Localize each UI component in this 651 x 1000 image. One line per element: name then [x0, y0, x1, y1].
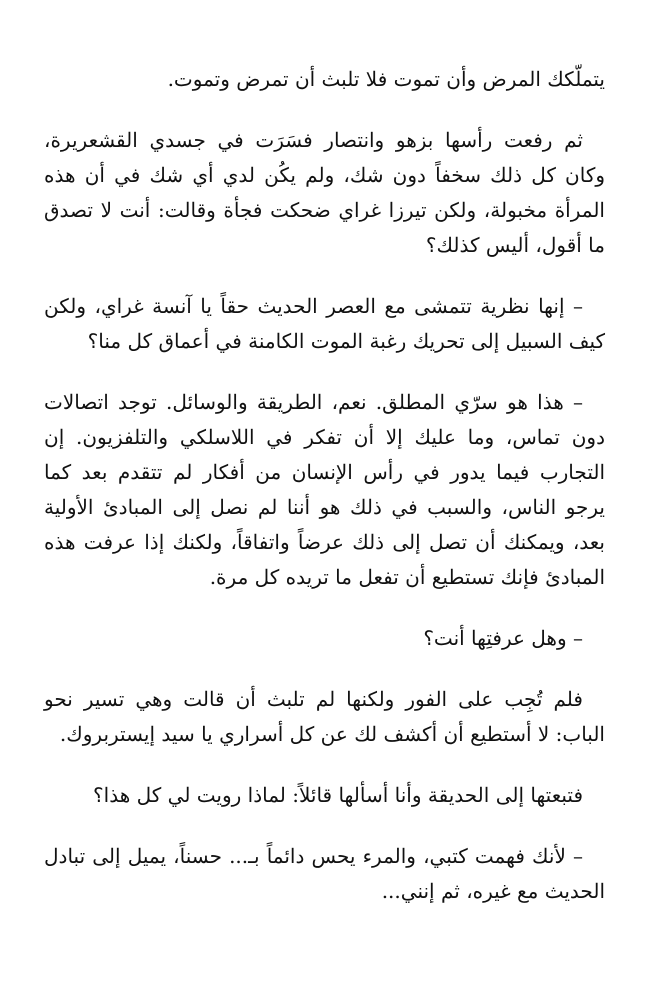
- paragraph-2: ثم رفعت رأسها بزهو وانتصار فسَرَت في جسدي القشعريرة، وكان كل ذلك سخفاً دون شك، ولم يكُن لدي أي شك في أن هذه المرأة مخبولة، ولكن تيرزا غراي ضحكت فجأة وقالت: أنت لا تصدق ما أقول، أليس كذلك؟: [44, 128, 605, 257]
- paragraph-4: – هذا هو سرّي المطلق. نعم، الطريقة والوسائل. توجد اتصالات دون تماس، وما عليك إلا أن تفكر في اللاسلكي والتلفزيون. إن التجارب فيما يدور في رأس الإنسان من أفكار لم تتقدم بعد كما يرجو الناس، والسبب في ذلك هو أننا لم نصل إلى المبادئ الأولية بعد، ويمكنك أن تصل إلى ذلك عرضاً واتفاقاً، ولكنك إذا عرفت هذه المبادئ فإنك تستطيع أن تفعل ما تريده كل مرة.: [44, 390, 605, 589]
- paragraph-7: فتبعتها إلى الحديقة وأنا أسألها قائلاً: لماذا رويت لي كل هذا؟: [93, 783, 583, 807]
- paragraph-3: – إنها نظرية تتمشى مع العصر الحديث حقاً يا آنسة غراي، ولكن كيف السبيل إلى تحريك رغبة الموت الكامنة في أعماق كل منا؟: [44, 294, 605, 353]
- paragraph-8: – لأنك فهمت كتبي، والمرء يحس دائماً بـ... حسناً، يميل إلى تبادل الحديث مع غيره، ثم إنني...: [44, 844, 605, 903]
- paragraph-6: فلم تُجِب على الفور ولكنها لم تلبث أن قالت وهي تسير نحو الباب: لا أستطيع أن أكشف لك عن كل أسراري يا سيد إيستربروك.: [44, 687, 605, 746]
- paragraph-1: يتملّكك المرض وأن تموت فلا تلبث أن تمرض وتموت.: [167, 67, 605, 91]
- paragraph-5: – وهل عرفتِها أنت؟: [423, 626, 583, 650]
